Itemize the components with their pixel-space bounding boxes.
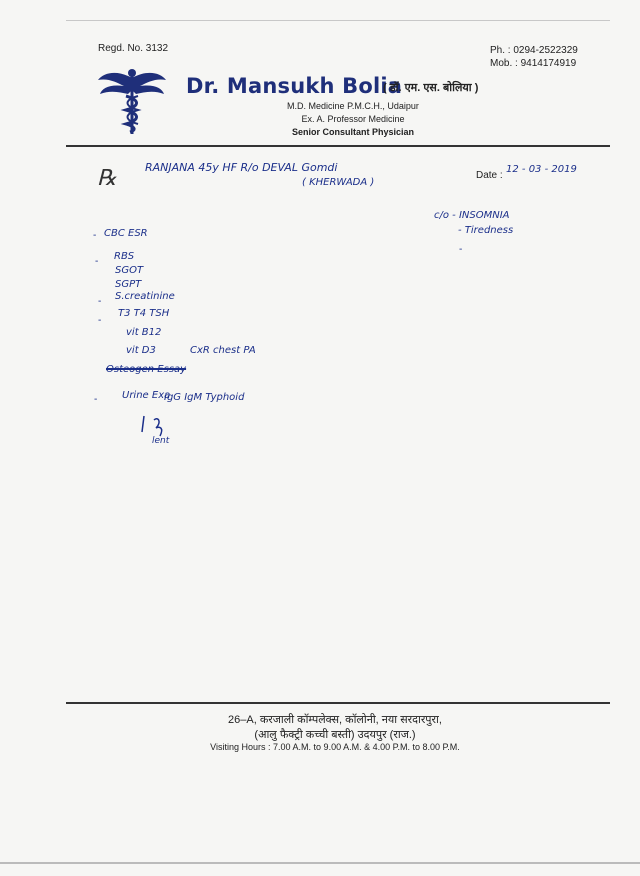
caduceus-logo-icon (96, 64, 168, 138)
investigation-item: T3 T4 TSH (118, 308, 170, 319)
registration-number: Regd. No. 3132 (98, 43, 169, 54)
rx-symbol: ℞ (97, 166, 117, 191)
dash-mark: - (94, 394, 98, 405)
designation: Senior Consultant Physician (291, 127, 415, 137)
investigation-item: vit B12 (126, 327, 162, 338)
patient-place: ( KHERWADA ) (302, 177, 375, 188)
dash-mark: - (93, 230, 97, 241)
bottom-rule (0, 862, 640, 864)
address-line-2: (आलु फैक्ट्री कच्ची बस्ती) उदयपुर (राज.) (254, 729, 416, 741)
complaint-item: c/o - INSOMNIA (434, 210, 510, 221)
contact-block (490, 44, 578, 70)
footer-rule (66, 702, 610, 704)
date-label: Date : (476, 170, 503, 181)
investigation-item: S.creatinine (115, 291, 175, 302)
date-value: 12 - 03 - 2019 (506, 164, 577, 175)
dash-mark: - (98, 315, 102, 326)
dash-mark: - (98, 296, 102, 307)
dash-mark: - (459, 244, 463, 255)
address-line-1: 26–A, करजाली कॉम्पलेक्स, कॉलोनी, नया सरदारपुरा, (228, 714, 442, 726)
struck-item: Osteogen Essay (106, 364, 187, 375)
former-post: Ex. A. Professor Medicine (301, 114, 405, 124)
investigation-item: IgG IgM Typhoid (164, 392, 245, 403)
investigation-item: CBC ESR (104, 228, 148, 239)
patient-details: RANJANA 45y HF R/o DEVAL Gomdi (145, 161, 338, 174)
investigation-item: vit D3 (126, 345, 156, 356)
investigation-item: SGPT (115, 279, 142, 290)
investigation-item: Urine Exa (122, 390, 171, 401)
doctor-name: Dr. Mansukh Bolia (186, 74, 403, 98)
dash-mark: - (95, 256, 99, 267)
qualification: M.D. Medicine P.M.C.H., Udaipur (287, 101, 419, 111)
mobile-number: Mob. : 9414174919 (490, 58, 577, 69)
signature-stroke-icon (140, 412, 180, 454)
doctor-name-hindi: ( डॉ. एम. एस. बोलिया ) (383, 82, 479, 94)
investigation-item: CxR chest PA (190, 345, 256, 356)
investigation-item: SGOT (115, 265, 144, 276)
top-rule (66, 20, 610, 21)
signature: lent (152, 436, 170, 446)
visiting-hours: Visiting Hours : 7.00 A.M. to 9.00 A.M. & 4.00 P.M. to 8.00 P.M. (210, 742, 460, 752)
header-rule (66, 145, 610, 147)
phone-number: Ph. : 0294-2522329 (490, 45, 578, 56)
complaint-item: - Tiredness (458, 225, 514, 236)
investigation-item: RBS (114, 251, 135, 262)
